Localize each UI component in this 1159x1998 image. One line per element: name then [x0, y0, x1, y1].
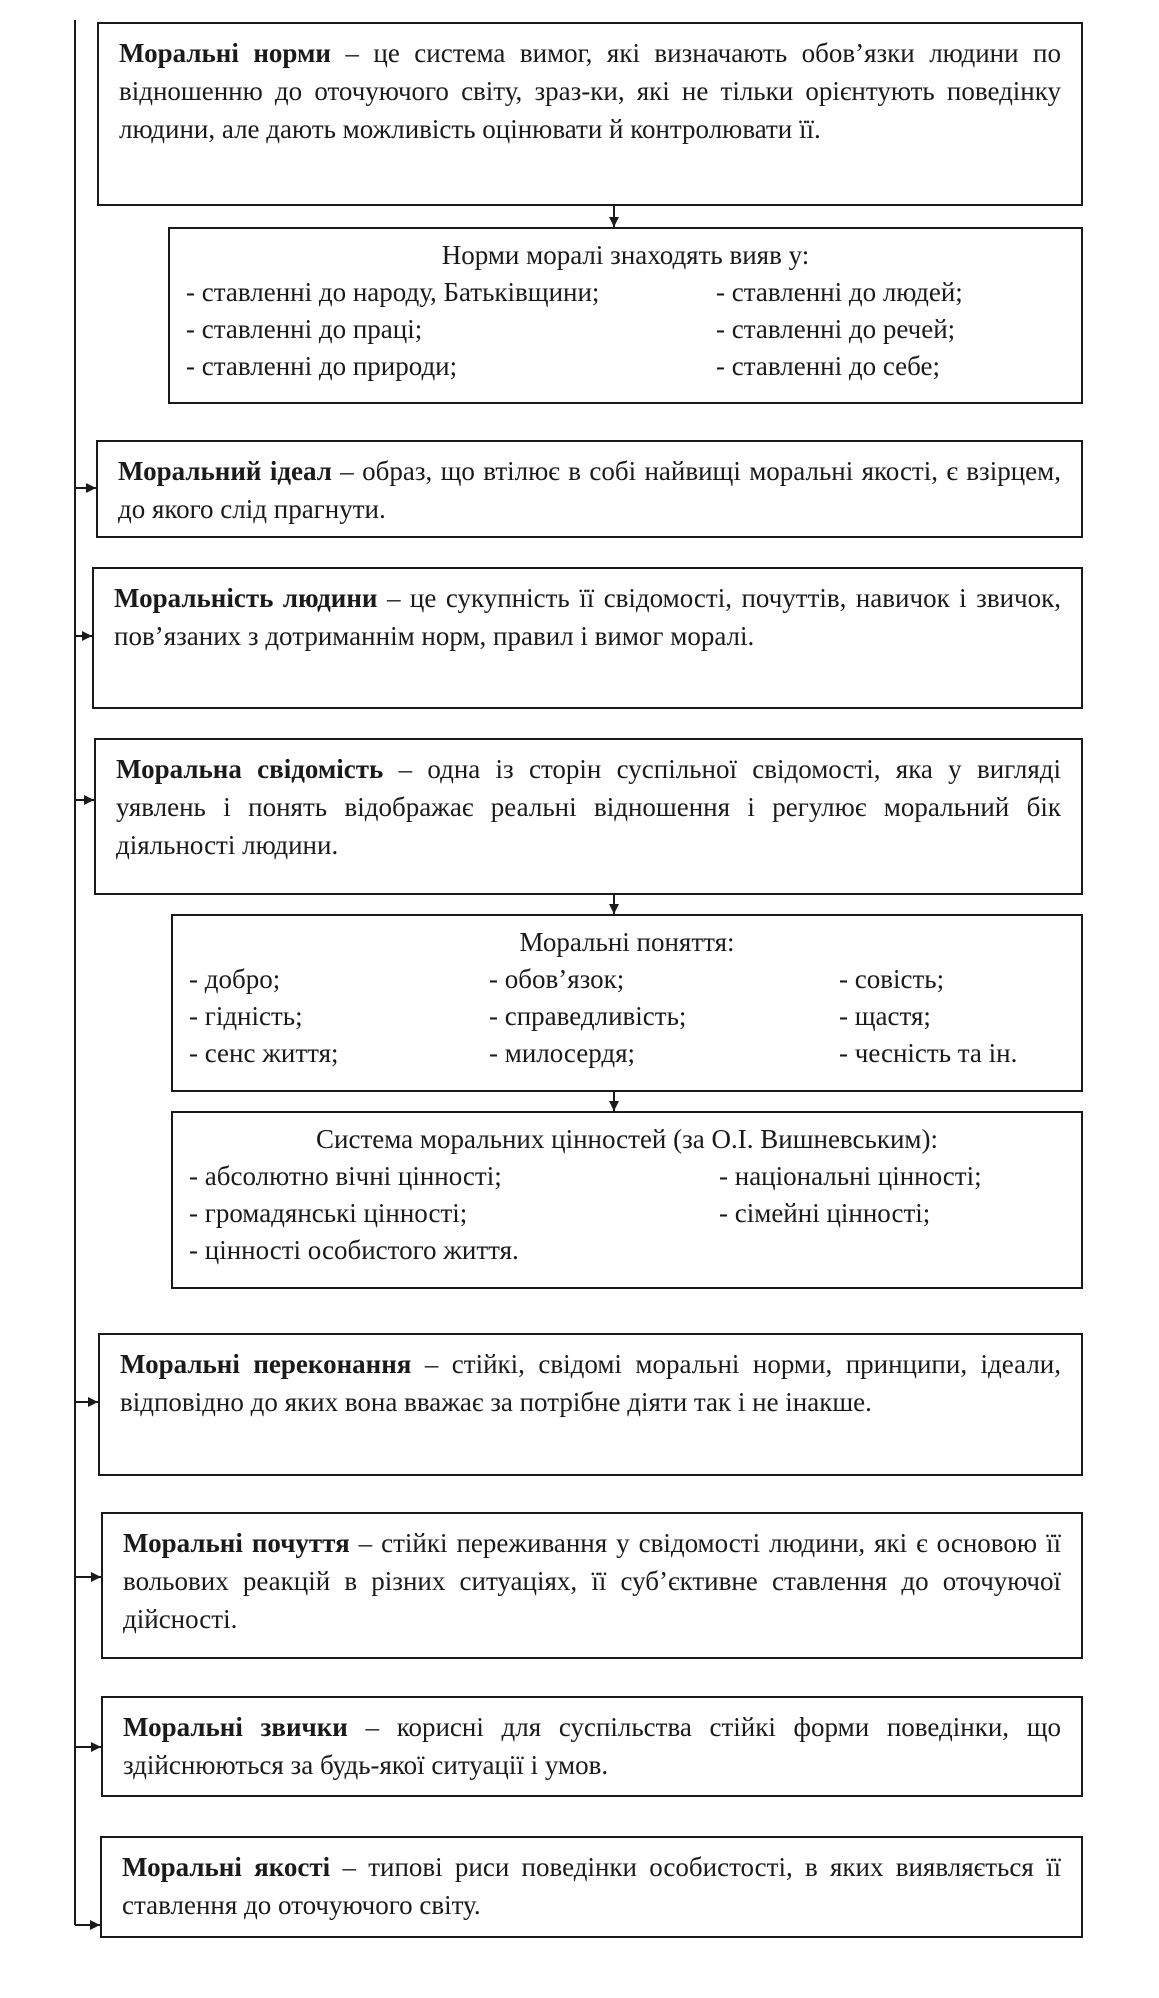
list-item: - ставленні до природи;: [186, 351, 458, 381]
list-item: - ставленні до людей;: [716, 277, 963, 307]
list-item: - обов’язок;: [489, 964, 625, 994]
list-item: - цінності особистого життя.: [189, 1235, 519, 1265]
definition-text: – корисні для суспільства стійкі форми поведінки, що здійснюються за будь-якої ситуації і умов.: [123, 1712, 1061, 1780]
list-item: - справедливість;: [489, 1001, 687, 1031]
list-item: [719, 1232, 1065, 1269]
definition-text: – одна із сторін суспільної свідомості, яка у вигляді уявлень і понять відображає реальні відношення і регулює моральний бік діяльності людини.: [116, 754, 1061, 860]
moral-norms-box: [97, 22, 1083, 206]
morality-of-person-box: [92, 567, 1083, 709]
definition-term: Моральність людини: [114, 583, 378, 613]
definition-text: – це сукупність її свідомості, почуттів, навичок і звичок, пов’язаних з дотриманнім норм, правил і вимог моралі.: [114, 583, 1061, 651]
definition-text: – образ, що втілює в собі найвищі моральні якості, є взірцем, до якого слід прагнути.: [118, 456, 1061, 524]
list-item: - ставленні до себе;: [716, 351, 940, 381]
list-item: - національні цінності;: [719, 1161, 982, 1191]
list-item: - щастя;: [839, 1001, 931, 1031]
list-row: [189, 1232, 1065, 1269]
list-row: [186, 274, 1065, 311]
moral-habits-box: [101, 1696, 1083, 1797]
list-item: - совість;: [839, 964, 945, 994]
definition-term: Моральні переконання: [120, 1349, 412, 1379]
list-row: [189, 1158, 1065, 1195]
list-row: [186, 348, 1065, 385]
moral-ideal-box: [96, 440, 1083, 538]
list-item: - чесність та ін.: [839, 1038, 1018, 1068]
list-title: Моральні поняття:: [519, 927, 735, 957]
list-item: - ставленні до народу, Батьківщини;: [186, 277, 600, 307]
definition-term: Моральні звички: [123, 1712, 348, 1742]
definition-term: Моральна свідомість: [116, 754, 384, 784]
list-item: - сенс життя;: [189, 1038, 339, 1068]
moral-qualities-box: [100, 1836, 1083, 1938]
list-item: - сімейні цінності;: [719, 1198, 931, 1228]
definition-term: Моральні норми: [119, 38, 331, 68]
moral-consciousness-box: [94, 738, 1083, 895]
moral-feelings-box: [101, 1512, 1083, 1659]
moral-convictions-box: [98, 1333, 1083, 1476]
list-title: Система моральних цінностей (за О.І. Вишневським):: [316, 1124, 938, 1154]
list-item: - добро;: [189, 964, 281, 994]
list-item: - ставленні до праці;: [186, 314, 423, 344]
list-item: - громадянські цінності;: [189, 1198, 468, 1228]
value-system-box: [171, 1111, 1083, 1289]
list-row: [189, 961, 1065, 998]
definition-text: – стійкі, свідомі моральні норми, принципи, ідеали, відповідно до яких вона вважає за потрібне діяти так і не інакше.: [120, 1349, 1061, 1417]
list-row: [189, 1035, 1065, 1072]
moral-concepts-box: [171, 914, 1083, 1092]
list-item: - милосердя;: [489, 1038, 636, 1068]
definition-term: Моральний ідеал: [118, 456, 332, 486]
list-item: - абсолютно вічні цінності;: [189, 1161, 502, 1191]
list-row: [189, 998, 1065, 1035]
list-title: Норми моралі знаходять вияв у:: [441, 240, 810, 270]
definition-text: – це система вимог, які визначають обов’язки людини по відношенню до оточуючого світу, зраз-ки, які не тільки орієнтують поведінку людини, але дають можливість оцінювати й контролювати її.: [119, 38, 1061, 144]
definition-text: – типові риси поведінки особистості, в яких виявляється її ставлення до оточуючого світу.: [122, 1852, 1061, 1920]
list-item: - ставленні до речей;: [716, 314, 956, 344]
list-item: - гідність;: [189, 1001, 303, 1031]
norms-manifest-box: [168, 227, 1083, 404]
definition-term: Моральні якості: [122, 1852, 331, 1882]
definition-text: – стійкі переживання у свідомості людини, які є основою її вольових реакцій в різних ситуаціях, її суб’єктивне ставлення до оточуючої дійсності.: [123, 1528, 1061, 1634]
definition-term: Моральні почуття: [123, 1528, 350, 1558]
list-row: [189, 1195, 1065, 1232]
list-row: [186, 311, 1065, 348]
